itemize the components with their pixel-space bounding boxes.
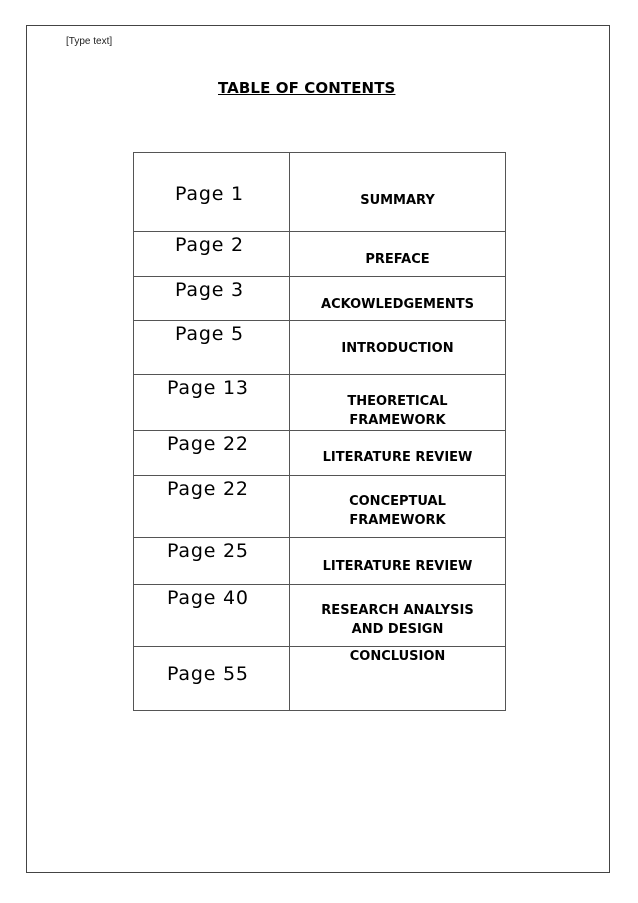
toc-page-cell [134, 375, 290, 431]
toc-page-number: Page 25 [167, 540, 249, 562]
toc-section-title-line2: AND DESIGN [351, 622, 444, 637]
toc-page-cell [134, 277, 290, 321]
toc-row [134, 375, 506, 431]
toc-section-title: ACKOWLEDGEMENTS [321, 297, 474, 312]
toc-section-title: CONCLUSION [349, 649, 446, 664]
toc-page-number: Page 1 [175, 183, 244, 205]
toc-section-title-line2: FRAMEWORK [349, 513, 446, 528]
toc-page-cell [134, 321, 290, 375]
toc-section-title-line1: THEORETICAL [347, 394, 448, 409]
toc-row [134, 476, 506, 538]
toc-page-cell [134, 538, 290, 585]
toc-title-cell [290, 277, 506, 321]
toc-row [134, 431, 506, 476]
toc-page-cell [134, 585, 290, 647]
toc-title-cell [290, 476, 506, 538]
page-title: TABLE OF CONTENTS [218, 79, 396, 97]
toc-section-title-line1: CONCEPTUAL [349, 494, 446, 509]
header-placeholder: [Type text] [66, 36, 113, 47]
toc-title-cell [290, 321, 506, 375]
toc-section-title-line2: FRAMEWORK [349, 413, 446, 428]
toc-section-title: LITERATURE REVIEW [322, 450, 473, 465]
toc-row [134, 647, 506, 711]
toc-title-cell [290, 431, 506, 476]
toc-page-cell [134, 647, 290, 711]
toc-page-number: Page 5 [175, 323, 244, 345]
toc-page-cell [134, 153, 290, 232]
toc-row [134, 321, 506, 375]
toc-row [134, 538, 506, 585]
toc-title-cell [290, 647, 506, 711]
toc-page-cell [134, 476, 290, 538]
toc-title-cell [290, 585, 506, 647]
toc-page-cell [134, 431, 290, 476]
toc-title-cell [290, 232, 506, 277]
toc-page-number: Page 22 [167, 433, 249, 455]
toc-page-number: Page 55 [167, 663, 249, 685]
toc-title-cell [290, 538, 506, 585]
toc-section-title: LITERATURE REVIEW [322, 559, 473, 574]
toc-title-cell [290, 153, 506, 232]
toc-page-cell [134, 232, 290, 277]
toc-page-number: Page 22 [167, 478, 249, 500]
toc-page-number: Page 2 [175, 234, 244, 256]
toc-page-number: Page 40 [167, 587, 249, 609]
toc-row [134, 232, 506, 277]
toc-section-title: SUMMARY [360, 193, 435, 208]
toc-page-number: Page 3 [175, 279, 244, 301]
toc-row [134, 153, 506, 232]
toc-section-title: INTRODUCTION [341, 341, 454, 356]
toc-section-title-line1: RESEARCH ANALYSIS [321, 603, 474, 618]
toc-table [133, 152, 506, 711]
toc-section-title: PREFACE [365, 252, 430, 267]
toc-row [134, 585, 506, 647]
toc-page-number: Page 13 [167, 377, 249, 399]
toc-title-cell [290, 375, 506, 431]
toc-row [134, 277, 506, 321]
